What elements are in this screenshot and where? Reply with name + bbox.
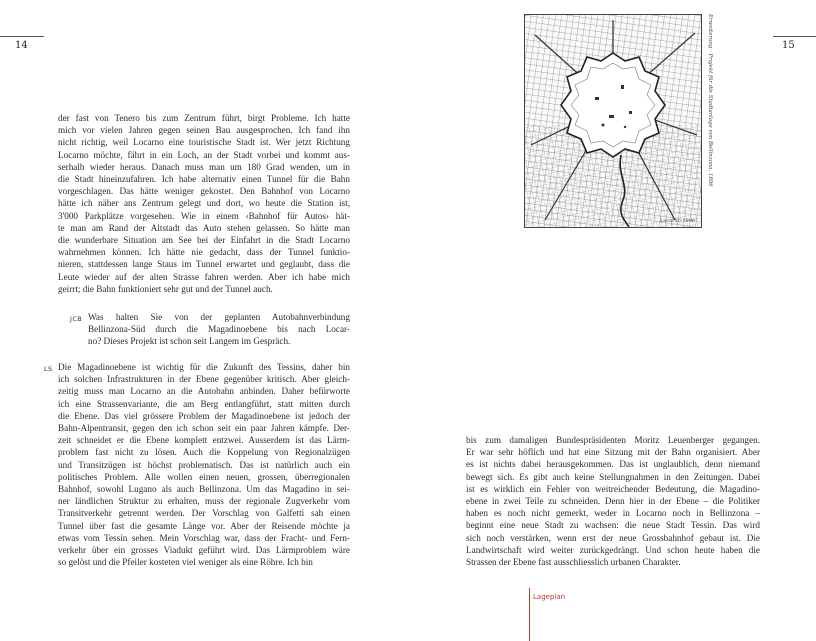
text-line: Landwirtschaft wird weiter zurückgedrängt. Und schon heute haben die [466, 544, 760, 555]
text-line: Was halten Sie von der geplanten Autobahnverbindung [88, 312, 350, 322]
text-line: die Stadt hineinzufahren. Ich habe alternativ einen Tunnel für die Bahn [58, 174, 350, 185]
answer-speaker: LS [44, 365, 53, 373]
text-line: sich noch verstärken, wenn erst der neue Grossbahnhof gebaut ist. Die [466, 532, 760, 543]
text-line: beginnt eine neue Stadt zu wachsen: die neue Stadt Tessin. Das wird [466, 520, 760, 531]
text-line: zeitig muss man Locarno an die Autobahn anbinden. Daher befürworte [58, 386, 350, 397]
page-number-right: 15 [782, 40, 795, 51]
text-line: ist es wirklich ein Fehler von weitreichender Bedeutung, die Magadino- [466, 483, 760, 494]
interview-answer [58, 361, 350, 568]
text-line: 3'000 Parkplätze vorgesehen. Wie in einem ‹Bahnhof für Autos› hät- [58, 210, 350, 221]
text-line: der fast von Tenero bis zum Zentrum führt, birgt Probleme. Ich hatte [58, 113, 350, 123]
body-paragraph [58, 112, 350, 295]
interview-question [88, 311, 350, 348]
text-line: Er war sehr höflich und hat eine Sitzung mit der Bahn organisiert. Aber [466, 447, 760, 458]
text-line: es ist nichts dabei herausgekommen. Das ist unglaublich, denn niemand [466, 459, 760, 470]
text-line: nicht richtig, weil Locarno eine touristische Stadt ist. Wer jetzt Richtung [58, 137, 350, 148]
text-line: mich vor vielen Jahren gegen seinen Bau ausgesprochen. Ich fand ihn [58, 125, 350, 136]
text-line: und Transitzügen ist höchst problematisch. Das ist natürlich auch ein [58, 459, 350, 470]
text-line: Die Magadinoebene ist wichtig für die Zukunft des Tessins, daher bin [58, 362, 350, 372]
text-line: Leute wieder auf der alten Strasse fahren werden. Aber ich habe mich [58, 271, 350, 282]
text-line: Bahnhof, sowohl Lugano als auch Bellinzona. Um das Magadino in sei- [58, 484, 350, 495]
text-line: problem fast nicht zu lösen. Auch die Koppelung von Regionalzügen [58, 447, 350, 458]
text-line: haben es noch nicht gemerkt, weder in Locarno noch in Bellinzona – [466, 508, 760, 519]
text-line: so gelöst und die Pfeiler kosteten viel weniger als eine Röhre. Ich bin [58, 557, 313, 568]
site-plan-drawing [525, 15, 701, 227]
text-line: Tunnel über fast die gesamte Länge vor. Aber der Reisende möchte ja [58, 520, 350, 531]
text-line: Locarno möchte, fährt in ein Loch, an der Stadt vorbei und kommt aus- [58, 149, 350, 160]
caption-rule [529, 588, 530, 641]
text-line: ebene in zwei Teile zu schneiden. Denn hier in der Ebene – die Politiker [466, 496, 760, 507]
text-line: geirrt; die Bahn funktioniert sehr gut und der Tunnel auch. [58, 283, 273, 294]
text-line: zeit schneidet er die Ebene komplett entzwei. Ausserdem ist das Lärm- [58, 435, 350, 446]
text-line: nieren, stattdessen lange Staus im Tunnel erwartet und geglaubt, dass die [58, 259, 350, 270]
header-rule [773, 36, 816, 37]
text-line: vorgeschlagen. Das hätte weniger gekostet. Den Bahnhof von Locarno [58, 186, 350, 197]
text-line: wahrnehmen können. Ich hätte nie gedacht, dass der Tunnel funktio- [58, 247, 350, 258]
text-line: verkehr über ein grosses Viadukt geführt wird. Das Lärmproblem wäre [58, 545, 350, 556]
text-line: etwas vom Tessin sehen. Mein Vorschlag war, dass der Fracht- und Fern- [58, 532, 350, 543]
body-paragraph-right [466, 434, 760, 568]
text-line: te man am Rand der Altstadt das Auto stehen gelassen. So hätte man [58, 222, 350, 233]
text-line: ich solchen Infrastrukturen in der Ebene gegenüber kritisch. Aber gleich- [58, 374, 350, 385]
text-line: no? Dieses Projekt ist schon seit Langem im Gespräch. [88, 336, 291, 347]
text-line: bis zum damaligen Bundespräsidenten Moritz Leuenberger gegangen. [466, 435, 760, 445]
text-line: ich eine Strassenvariante, die am Berg entlangführt, statt mitten durch [58, 398, 350, 409]
site-plan-map [524, 14, 702, 228]
page-number-left: 14 [15, 40, 28, 51]
text-line: Strassen der Ebene fast ausschliesslich urbanen Charakter. [466, 557, 681, 568]
text-line: politisches Problem. Alle wollen einen neuen, grossen, überregionalen [58, 471, 350, 482]
map-side-annotation: Erweiterung · Projekt für die Stadtanlage von Bellinzona, 1896 [707, 14, 713, 187]
text-line: Bahn-Alpentransit, gegen den ich schon seit ein paar Jahren kämpfe. Der- [58, 423, 350, 434]
figure-caption: Lageplan [533, 593, 566, 601]
map-signature: Locarno 1896 [660, 218, 696, 224]
text-line: serhalb wieder heraus. Danach muss man um 180 Grad wenden, um in [58, 161, 350, 172]
text-line: ner ländlichen Struktur zu erhalten, muss der regionale Zugverkehr vom [58, 496, 350, 507]
text-line: hätte ich näher ans Zentrum gelegt und dort, wo heute die Station ist, [58, 198, 350, 209]
text-line: die Ebene. Das viel grössere Problem der Magadinoebene ist jedoch der [58, 410, 350, 421]
header-rule [0, 36, 44, 37]
text-line: Bellinzona-Süd durch die Magadinoebene bis nach Locar- [88, 324, 350, 335]
text-line: die wunderbare Situation am See bei der Einfahrt in die Stadt Locarno [58, 235, 350, 246]
text-line: Transitverkehr getrennt werden. Der Vorschlag von Galfetti sah einen [58, 508, 350, 519]
right-page [408, 0, 816, 641]
text-line: bewegt sich. Es gibt auch keine Stellungnahmen in den Zeitungen. Dabei [466, 471, 760, 482]
question-speaker: JCB [70, 315, 83, 323]
